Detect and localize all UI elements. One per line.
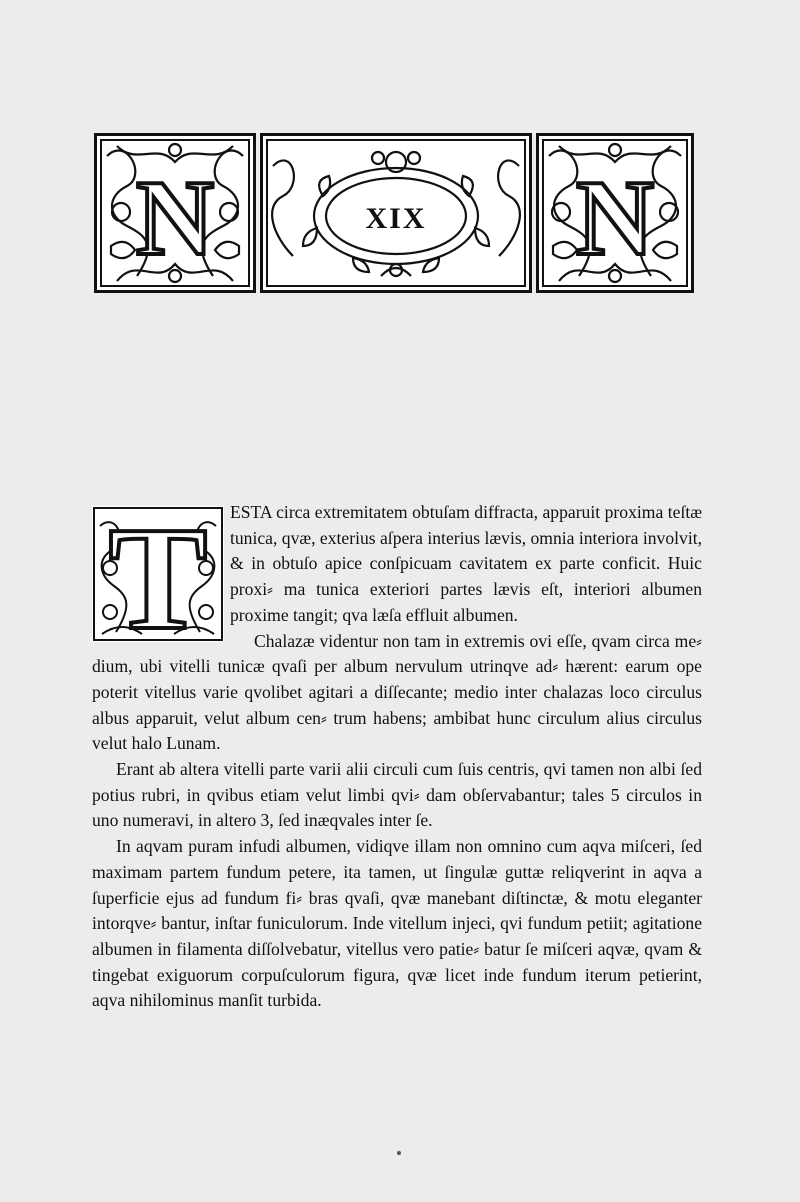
dropcap-t: [92, 506, 224, 642]
ornament-n-left: [97, 136, 253, 290]
paragraph-1: ESTA circa extremitatem obtuſam diffracta, apparuit proxima teſtæ tunica, qvæ, exterius aſpera interius lævis, omnia interiora involvit, & in obtuſo apice conſpicuam cavitatem ex parte conficit. Huic proxi⸗ ma tunica exteriori partes lævis eſt, interiori albumen proxime tangit; qva læſa effluit albumen.: [230, 502, 702, 625]
paragraph-2: Chalazæ videntur non tam in extremis ovi eſſe, qvam circa me⸗ dium, ubi vitelli tunicæ qvaſi per album nervulum utrinqve ad⸗ hærent: earum ope poterit vitellus varie qvolibet agitari a diſſecante; medio inter chalazas loco circulus albus apparuit, velut album cen⸗ trum habens; ambibat hunc circulum alius circulus velut halo Lunam.: [92, 630, 702, 754]
svg-text:N: N: [136, 159, 214, 278]
ornament-panel-left: [94, 133, 256, 293]
dropcap-letter: T: [108, 506, 208, 642]
page-speck: [397, 1151, 401, 1155]
paragraph-4: In aqvam puram infudi albumen, vidiqve illam non omnino cum aqva miſceri, ſed maximam partem fundum petere, ita tamen, ut ſingulæ guttæ reliqverint in aqva a ſuperficie ejus ad fundum fi⸗ bras qvaſi, qvæ manebant diſtinctæ, & motu eleganter intorqve⸗ bantur, inſtar funiculorum. Inde vitellum injeci, qvi fundum petiit; agitatione albumen in filamenta diſſolvebatur, vitellus vero patie⸗ batur ſe miſceri aqvæ, qvam & tingebat exiguorum corpuſculorum figura, qvæ licet inde fundum iterum petierint, aqva nihilominus manſit turbida.: [92, 836, 702, 1011]
chapter-header: [94, 133, 696, 297]
paragraph-3: Erant ab altera vitelli parte varii alii circuli cum ſuis centris, qvi tamen non albi ſed potius rubri, in qvibus etiam velut limbi qvi⸗ dam obſervabantur; tales 5 circulos in uno numeravi, in altero 3, ſed inæqvales inter ſe.: [92, 759, 702, 831]
body-text: [92, 500, 702, 1014]
ornament-n-right: [539, 136, 691, 290]
ornament-panel-right: [536, 133, 694, 293]
ornament-panel-center: [260, 133, 532, 293]
svg-text:N: N: [576, 159, 654, 278]
chapter-number: XIX: [365, 202, 427, 235]
wreath-ornament: [263, 136, 529, 290]
